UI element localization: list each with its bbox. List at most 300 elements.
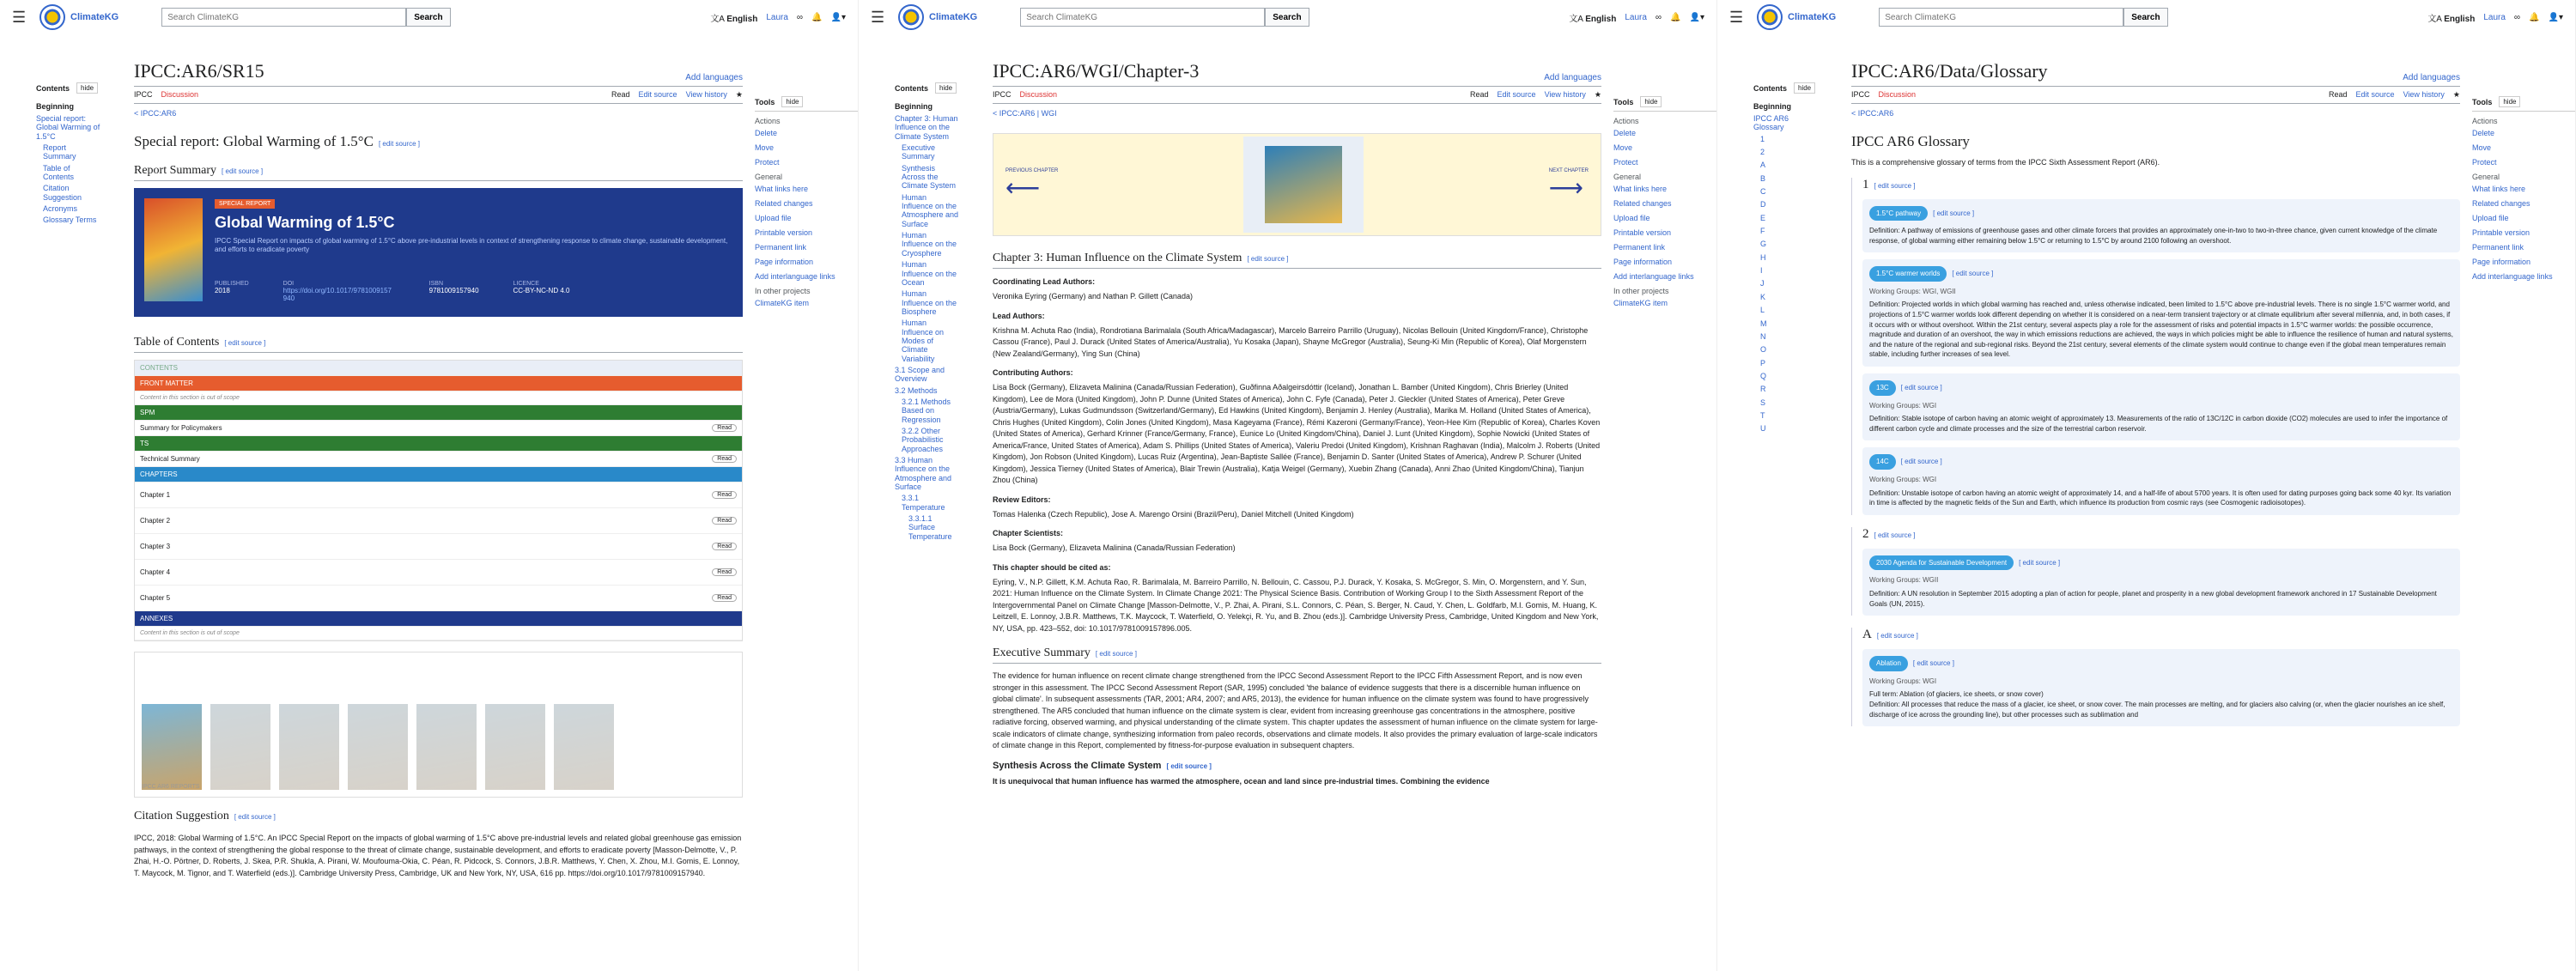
breadcrumb[interactable]: < IPCC:AR6 | WGI <box>993 109 1057 118</box>
executive-summary-text: The evidence for human influence on recent climate change strengthened from the IPCC Second Assessment Report to the IPCC Fifth Assessment Report, and is now even stronger in this assessment. The IPCC Second Assessment Report (SAR, 1995) concluded 'the balance of evidence suggests that there is a discernible human influence on global climate'. In subsequent assessments (TAR, 2001; AR4, 2007; and AR5, 2013), the evidence for human influence on the climate system was found to have progressively strengthened. The AR5 concluded that human influence on the climate system is clear, evident from increasing greenhouse gas concentrations in the atmosphere, positive radiative forcing, observed warming, and physical understanding of the climate system. This chapter updates the assessment of human influence on the climate system for large-scale indicators of climate change, synthesizing information from paleo records, observations and climate models. It also provides the primary evaluation of large-scale indicators of climate change in this Report, complemented by fitness-for-purpose evaluation in subsequent chapters. <box>993 671 1598 749</box>
tab-read[interactable]: Read <box>1470 90 1489 99</box>
meta-doi-link[interactable]: https://doi.org/10.1017/9781009157940 <box>283 286 392 302</box>
report-cover[interactable] <box>416 704 477 790</box>
edit-source-link[interactable]: [ edit source ] <box>1900 384 1942 392</box>
chapter-heading: Chapter 3: Human Influence on the Climate System <box>993 252 1242 264</box>
toc-hide-button[interactable]: hide <box>935 82 957 94</box>
toc-letter[interactable]: N <box>1760 331 1766 341</box>
toc-letter[interactable]: D <box>1760 200 1766 209</box>
citation-text: IPCC, 2018: Global Warming of 1.5°C. An IPCC Special Report on the impacts of global warming of 1.5°C above pre-industrial levels and related global greenhouse gas emission pathways, in the context of strengthening the global response to the threat of climate change, sustainable development, and efforts to eradicate poverty [Masson-Delmotte, V., P. Zhai, H.-O. Pörtner, D. Roberts, J. Skea, P.R. Shukla, A. Pirani, W. Moufouma-Okia, C. Péan, R. Pidcock, S. Connors, J.B.R. Matthews, Y. Chen, X. Zhou, M.I. Gomis, E. Lonnoy, T. Maycock, M. Tignor, and T. Waterfield (eds.)]. Cambridge University Press, Cambridge, UK and New York, NY, USA, 616 pp. https://doi.org/10.1017/9781009157940. <box>134 834 742 877</box>
toc-title: Contents <box>1753 83 1787 93</box>
section-number: 2 <box>1862 526 1869 541</box>
la-label: Lead Authors: <box>993 311 1045 320</box>
meta-label: ISBN <box>428 280 444 287</box>
tool-link[interactable]: Upload file <box>1613 214 1650 222</box>
re-label: Review Editors: <box>993 495 1051 504</box>
tool-link[interactable]: Upload file <box>2472 214 2509 222</box>
sidebar-toc <box>859 39 960 796</box>
toc-letter[interactable]: C <box>1760 187 1766 197</box>
toc-letter[interactable]: T <box>1760 410 1765 420</box>
toc-letters <box>1753 135 1819 434</box>
edit-source-link[interactable]: [ edit source ] <box>222 167 264 175</box>
tool-move[interactable]: Move <box>755 143 775 152</box>
read-button[interactable]: Read <box>712 455 737 463</box>
tab-discussion[interactable]: Discussion <box>1019 90 1058 99</box>
toc-letter[interactable]: K <box>1760 292 1766 301</box>
main-content <box>101 39 755 888</box>
tool-link[interactable]: Permanent link <box>2472 243 2524 252</box>
language-label: English <box>1585 14 1617 24</box>
cla-label: Coordinating Lead Authors: <box>993 277 1096 286</box>
edit-source-link[interactable]: [ edit source ] <box>1876 632 1918 640</box>
cs-label: Chapter Scientists: <box>993 529 1064 537</box>
page-title: IPCC:AR6/Data/Glossary <box>1851 60 2048 82</box>
toc-row <box>135 452 742 467</box>
bell-icon[interactable]: 🔔 <box>1670 12 1681 22</box>
tab-view-history[interactable]: View history <box>685 90 727 99</box>
toc-letter[interactable]: I <box>1760 266 1763 276</box>
toc-item[interactable]: Chapter 3: Human Influence on the Climate System <box>895 114 958 141</box>
glossary-entry <box>1862 549 2460 616</box>
site-name[interactable]: ClimateKG <box>929 12 978 22</box>
glossary-section <box>1851 628 2460 726</box>
menu-icon[interactable]: ☰ <box>871 8 885 26</box>
toc-letter[interactable]: R <box>1760 385 1766 394</box>
tool-protect[interactable]: Protect <box>755 158 780 167</box>
toc-row-label: Technical Summary <box>140 455 200 463</box>
term-definition: Definition: Unstable isotope of carbon having an atomic weight of approximately 14, and a half-life of about 5700 years. It is often used for dating purposes going back some 40 kyr. Its variation in time is affected by the magnetic fields of the Sun and Earth, which influence its production from cosmic rays (see Cosmogenic radioisotopes). <box>1869 489 2451 507</box>
climatekg-logo[interactable] <box>1757 4 1783 30</box>
toc-item[interactable]: 3.2 Methods <box>895 385 938 395</box>
report-cover[interactable] <box>142 704 202 790</box>
tab-ipcc[interactable]: IPCC <box>134 90 153 99</box>
toc-beginning[interactable]: Beginning <box>1753 102 1791 111</box>
executive-summary-heading: Executive Summary <box>993 646 1091 659</box>
search-button[interactable]: Search <box>1265 8 1309 27</box>
tab-ipcc[interactable]: IPCC <box>1851 90 1870 99</box>
toc-item[interactable]: Executive Summary <box>902 143 936 161</box>
tool-delete[interactable]: Delete <box>755 129 778 137</box>
toc-row-label: Chapter 1 <box>140 491 171 499</box>
toc-title: Contents <box>895 83 928 93</box>
tool-link[interactable]: Permanent link <box>755 243 807 252</box>
toc-item[interactable]: Glossary Terms <box>43 215 97 225</box>
search-input[interactable] <box>1020 8 1265 27</box>
read-button[interactable]: Read <box>712 491 737 499</box>
user-link[interactable]: Laura <box>2483 12 2506 22</box>
term-pill[interactable]: 13C <box>1869 380 1896 396</box>
toc-letter[interactable]: F <box>1760 227 1765 236</box>
tool-link[interactable]: Related changes <box>755 199 813 208</box>
star-icon[interactable]: ★ <box>1594 90 1601 99</box>
read-button[interactable]: Read <box>712 517 737 525</box>
tools-group-label: Actions <box>1613 117 1639 125</box>
term-pill[interactable]: Ablation <box>1869 656 1908 671</box>
glossary-entry <box>1862 199 2460 253</box>
chapter-cover <box>1243 137 1364 233</box>
user-menu-icon[interactable]: 👤▾ <box>830 12 846 22</box>
menu-icon[interactable]: ☰ <box>1729 8 1744 26</box>
edit-source-link[interactable]: [ edit source ] <box>378 140 420 148</box>
tools-group-label: Actions <box>2472 117 2498 125</box>
toc-letter[interactable]: M <box>1760 319 1767 328</box>
tab-discussion[interactable]: Discussion <box>1878 90 1917 99</box>
report-cover[interactable] <box>348 704 408 790</box>
add-languages-button[interactable]: Add languages <box>2403 73 2460 82</box>
language-button[interactable] <box>1569 11 1616 24</box>
tab-edit-source[interactable]: Edit source <box>638 90 677 99</box>
toc-row <box>135 508 742 534</box>
ar6-reports-carousel <box>134 652 743 798</box>
edit-source-link[interactable]: [ edit source ] <box>1933 209 1975 217</box>
search-box <box>1879 8 2167 27</box>
climatekg-logo[interactable] <box>898 4 924 30</box>
working-groups: Working Groups: WGI <box>1869 677 1937 685</box>
bell-icon[interactable]: 🔔 <box>811 12 823 22</box>
toc-item[interactable]: Human Influence on the Biosphere <box>902 289 957 316</box>
glossary-entry <box>1862 649 2460 726</box>
toc-item[interactable]: 3.2.1 Methods Based on Regression <box>902 397 951 424</box>
tool-link[interactable]: Add interlanguage links <box>1613 272 1694 281</box>
report-toc-box <box>134 360 743 641</box>
arrow-right-icon: ⟶ <box>1548 173 1583 201</box>
toc-item[interactable]: Human Influence on Modes of Climate Variability <box>902 319 945 363</box>
edit-source-link[interactable]: [ edit source ] <box>1952 270 1994 278</box>
glossary-intro: This is a comprehensive glossary of terms from the IPCC Sixth Assessment Report (AR6). <box>1851 158 2160 167</box>
add-languages-button[interactable]: Add languages <box>1544 73 1601 82</box>
tab-discussion[interactable]: Discussion <box>161 90 199 99</box>
tool-link[interactable]: Upload file <box>755 214 792 222</box>
toc-item[interactable]: 3.3.1.1 Surface Temperature <box>908 514 952 541</box>
toc-group-header: CONTENTS <box>135 361 742 376</box>
working-groups: Working Groups: WGI, WGII <box>1869 287 1956 295</box>
toc-group-header: FRONT MATTER <box>135 376 742 391</box>
toc-group-header: TS <box>135 436 742 452</box>
tool-link[interactable]: Printable version <box>755 228 813 237</box>
user-link[interactable]: Laura <box>1625 12 1647 22</box>
report-tag: SPECIAL REPORT <box>215 199 275 209</box>
climatekg-logo[interactable] <box>39 4 65 30</box>
synthesis-text: It is unequivocal that human influence has warmed the atmosphere, ocean and land since pre-industrial times. Combining the evidence <box>993 776 1490 786</box>
term-full: Full term: Ablation (of glaciers, ice sheets, or snow cover) <box>1869 690 2044 699</box>
section-heading: Special report: Global Warming of 1.5°C <box>134 133 374 149</box>
watchlist-icon[interactable]: ∞ <box>796 12 804 22</box>
toc-note: Content in this section is out of scope <box>135 391 742 405</box>
meta-label: DOI <box>283 280 295 287</box>
tools-panel <box>755 39 858 888</box>
toc-letter[interactable]: Q <box>1760 371 1767 380</box>
star-icon[interactable]: ★ <box>2452 90 2460 99</box>
personal-tools <box>1569 11 1704 24</box>
search-input[interactable] <box>1879 8 2123 27</box>
synthesis-heading: Synthesis Across the Climate System <box>993 760 1162 771</box>
main-content <box>1819 39 2472 738</box>
tab-view-history[interactable]: View history <box>1544 90 1586 99</box>
toc-row-label: Chapter 5 <box>140 594 171 602</box>
tool-link[interactable]: Permanent link <box>1613 243 1666 252</box>
glossary-entry <box>1862 447 2460 514</box>
cs-text: Lisa Bock (Germany), Elizaveta Malinina (Canada/Russian Federation) <box>993 543 1236 552</box>
toc-letter[interactable]: G <box>1760 240 1767 249</box>
tool-delete[interactable]: Delete <box>2472 129 2495 137</box>
term-pill[interactable]: 14C <box>1869 454 1896 470</box>
top-header <box>0 0 858 34</box>
toc-beginning[interactable]: Beginning <box>895 102 933 111</box>
user-link[interactable]: Laura <box>766 12 788 22</box>
toc-letter[interactable]: O <box>1760 345 1767 355</box>
tools-panel <box>1613 39 1716 796</box>
tool-link[interactable]: Add interlanguage links <box>2472 272 2553 281</box>
tab-edit-source[interactable]: Edit source <box>1497 90 1536 99</box>
tools-title: Tools <box>2472 97 2493 106</box>
watchlist-icon[interactable]: ∞ <box>1655 12 1662 22</box>
tools-group-label: General <box>2472 173 2500 181</box>
edit-source-link[interactable]: [ edit source ] <box>1874 181 1916 190</box>
site-name[interactable]: ClimateKG <box>1788 12 1837 22</box>
tool-link[interactable]: Page information <box>2472 258 2531 266</box>
page-title: IPCC:AR6/WGI/Chapter-3 <box>993 60 1200 82</box>
add-languages-button[interactable]: Add languages <box>685 73 743 82</box>
tool-move[interactable]: Move <box>1613 143 1633 152</box>
edit-source-link[interactable]: [ edit source ] <box>1247 255 1289 263</box>
toc-letter[interactable]: U <box>1760 424 1766 434</box>
translate-icon: 文A <box>2427 14 2442 24</box>
reports-title: IPCC AR6 REPORTS <box>142 784 200 790</box>
tab-ipcc[interactable]: IPCC <box>993 90 1012 99</box>
personal-tools <box>710 11 846 24</box>
search-box <box>1020 8 1309 27</box>
edit-source-link[interactable]: [ edit source ] <box>1874 531 1916 539</box>
search-box <box>161 8 450 27</box>
toc-beginning[interactable]: Beginning <box>36 102 74 111</box>
tab-view-history[interactable]: View history <box>2403 90 2445 99</box>
ca-label: Contributing Authors: <box>993 368 1073 377</box>
toc-item[interactable]: 3.3 Human Influence on the Atmosphere and Surface <box>895 456 952 492</box>
meta-label: PUBLISHED <box>214 280 249 287</box>
glossary-heading: IPCC AR6 Glossary <box>1851 133 1970 149</box>
tool-delete[interactable]: Delete <box>1613 129 1637 137</box>
language-label: English <box>2444 14 2476 24</box>
toc-row-label: Chapter 2 <box>140 517 171 525</box>
tool-protect[interactable]: Protect <box>2472 158 2497 167</box>
read-button[interactable]: Read <box>712 594 737 602</box>
term-definition: Definition: Projected worlds in which global warming has reached and, unless otherwise indicated, been limited to 1.5°C above pre-industrial levels. There is no single 1.5°C warmer world, and projections of 1.5°C warmer worlds look different depending on whether it is considered on a near-term transient trajectory or at climate equilibrium after several millennia, and, in both cases, if it occurs with or without overshoot. Within the 21st century, several aspects play a role for the assessment of risks and potential impacts in 1.5°C warmer worlds: the possible occurrence, magnitude and duration of an overshoot, the way in which emissions reductions are achieved, the ways in which policies might be able to influence the resilience of human and natural systems, and the nature of the regional and sub-regional risks. Beyond the 21st century, several elements of the climate system would continue to change even if the global mean temperatures remain stable, including further increases of sea level. <box>1869 300 2453 359</box>
tools-group-label: General <box>1613 173 1642 181</box>
tool-move[interactable]: Move <box>2472 143 2492 152</box>
search-input[interactable] <box>161 8 406 27</box>
glossary-section <box>1851 178 2460 515</box>
toc-letter[interactable]: E <box>1760 213 1766 222</box>
toc-group-header: SPM <box>135 405 742 421</box>
toc-letter[interactable]: J <box>1760 279 1765 288</box>
star-icon[interactable]: ★ <box>735 90 743 99</box>
section-number: A <box>1862 628 1872 642</box>
toc-item[interactable]: 3.2.2 Other Probabilistic Approaches <box>902 427 944 453</box>
toc-item[interactable]: 3.3.1 Temperature <box>902 494 945 512</box>
menu-icon[interactable]: ☰ <box>12 8 27 26</box>
tool-link[interactable]: Related changes <box>1613 199 1672 208</box>
re-text: Tomas Halenka (Czech Republic), Jose A. Marengo Orsini (Brazil/Peru), Daniel Mitchell (United Kingdom) <box>993 509 1354 519</box>
next-chapter-button[interactable] <box>1549 168 1589 202</box>
report-banner <box>134 188 743 317</box>
toc-item[interactable]: Citation Suggestion <box>43 184 82 202</box>
language-label: English <box>726 14 758 24</box>
tool-link[interactable]: Page information <box>1613 258 1673 266</box>
toc-letter[interactable]: 1 <box>1760 134 1765 143</box>
toc-letter[interactable]: 2 <box>1760 148 1765 157</box>
toc-letter[interactable]: A <box>1760 161 1766 170</box>
read-button[interactable]: Read <box>712 543 737 550</box>
toc-item[interactable]: IPCC AR6 Glossary <box>1753 114 1789 132</box>
window-glossary <box>1717 0 2576 971</box>
tool-link[interactable]: Add interlanguage links <box>755 272 835 281</box>
toc-letter[interactable]: P <box>1760 358 1766 367</box>
tools-hide-button[interactable]: hide <box>2499 96 2520 107</box>
toc-group-header: ANNEXES <box>135 611 742 627</box>
term-pill[interactable]: 1.5°C pathway <box>1869 206 1928 222</box>
glossary-section <box>1851 527 2460 616</box>
tool-link[interactable]: ClimateKG item <box>755 299 810 307</box>
tool-link[interactable]: What links here <box>1613 185 1668 193</box>
citation-heading: Citation Suggestion <box>134 810 229 822</box>
sidebar-toc <box>1717 39 1819 738</box>
toc-item[interactable]: Synthesis Across the Climate System <box>902 163 957 191</box>
toc-note: Content in this section is out of scope <box>135 627 742 640</box>
tool-link[interactable]: Page information <box>755 258 814 266</box>
report-cover[interactable] <box>554 704 614 790</box>
main-content <box>960 39 1613 796</box>
toc-letter[interactable]: B <box>1760 173 1766 183</box>
window-sr15 <box>0 0 859 971</box>
term-definition: Definition: Stable isotope of carbon having an atomic weight of approximately 13. Measurements of the ratio of 13C/12C in carbon dioxide (CO2) molecules are used to infer the importance of different carbon cycle and climate processes and the size of the terrestrial carbon reservoir. <box>1869 415 2448 433</box>
watchlist-icon[interactable]: ∞ <box>2513 12 2521 22</box>
user-menu-icon[interactable]: 👤▾ <box>1689 12 1704 22</box>
report-summary-heading: Report Summary <box>134 164 217 177</box>
report-subtitle: IPCC Special Report on impacts of global warming of 1.5°C above pre-industrial levels in context of strengthening response to climate change, sustainable development, and efforts to eradicate poverty <box>214 237 728 254</box>
language-button[interactable] <box>710 11 757 24</box>
page-title: IPCC:AR6/SR15 <box>134 60 264 82</box>
tab-edit-source[interactable]: Edit source <box>2355 90 2395 99</box>
toc-letter[interactable]: L <box>1760 306 1765 315</box>
edit-source-link[interactable]: [ edit source ] <box>1095 650 1137 658</box>
toc-heading: Table of Contents <box>134 336 220 349</box>
toc-row <box>135 586 742 611</box>
tools-title: Tools <box>1613 97 1634 106</box>
tools-title: Tools <box>755 97 775 106</box>
tools-panel <box>2472 39 2575 738</box>
meta-isbn: 9781009157940 <box>428 286 479 294</box>
edit-source-link[interactable]: [ edit source ] <box>224 339 266 347</box>
user-menu-icon[interactable]: 👤▾ <box>2548 12 2563 22</box>
ca-text: Lisa Bock (Germany), Elizaveta Malinina (Canada/Russian Federation), Guðfinna Aðalgeirsdóttir (Iceland), Jonathan L. Bamber (United Kingdom), Chris Brierley (United Kingdom), Lee de Mora (United Kingdom), John P. Dunne (United States of America), John C. Fyfe (Canada), Peter J. Gleckler (United States of America), Peter Greve (Austria/Germany), Lukas Gudmundsson (Switzerland/Germany), Ed Hawkins (United Kingdom), Benjamin J. Henley (Australia), Marika M. Holland (United States of America), Chris Hughes (United Kingdom), Colin Jones (United Kingdom), Masa Kageyama (France), Rémi Kazeroni (Germany/France), Yeon-Hee Kim (Republic of Korea), Charles Koven (United States of America), Gerhard Krinner (France/Germany, France), Eunice Lo (United Kingdom/China), Daniel J. Lunt (United Kingdom), Sophie Nowicki (United States of America/France, United States of America), Adam S. Phillips (United States of America), Valeriu Predoi (United Kingdom), Krishnan Raghavan (India), Malcolm J. Roberts (United Kingdom), Jon Robson (United Kingdom), Lucas Ruiz (Argentina), Jean-Baptiste Sallée (France), Benjamin D. Santer (United States of America), Andrew P. Schurer (United Kingdom), Jessica Tierney (United States of America), Blair Trewin (Australia), Katja Weigel (Germany), Xuebin Zhang (Canada), Anni Zhao (United Kingdom/China), Tianjun Zhou (China) <box>993 383 1601 484</box>
edit-source-link[interactable]: [ edit source ] <box>2019 558 2061 567</box>
cite-label: This chapter should be cited as: <box>993 562 1111 572</box>
breadcrumb[interactable]: < IPCC:AR6 <box>134 109 177 118</box>
tool-link[interactable]: What links here <box>755 185 809 193</box>
tool-link[interactable]: Related changes <box>2472 199 2530 208</box>
toc-row <box>135 482 742 508</box>
previous-chapter-button[interactable] <box>1005 168 1058 202</box>
cite-text: Eyring, V., N.P. Gillett, K.M. Achuta Rao, R. Barimalala, M. Barreiro Parrillo, N. Bellouin, C. Cassou, P.J. Durack, Y. Kosaka, S. McGregor, S. Min, O. Morgenstern, and Y. Sun, 2021: Human Influence on the Climate System. In Climate Change 2021: The Physical Science Basis. Contribution of Working Group I to the Sixth Assessment Report of the Intergovernmental Panel on Climate Change [Masson-Delmotte, V., P. Zhai, A. Pirani, S.L. Connors, C. Péan, S. Berger, N. Caud, Y. Chen, L. Goldfarb, M.I. Gomis, M. Huang, K. Leitzell, E. Lonnoy, J.B.R. Matthews, T.K. Maycock, T. Waterfield, O. Yelekçi, R. Yu, and B. Zhou (eds.)]. Cambridge University Press, Cambridge, United Kingdom and New York, NY, USA, pp. 423–552, doi: 10.1017/9781009157896.005. <box>993 577 1599 633</box>
toc-row <box>135 560 742 586</box>
tab-read[interactable]: Read <box>611 90 630 99</box>
bell-icon[interactable]: 🔔 <box>2529 12 2540 22</box>
toc-letter[interactable]: S <box>1760 398 1766 407</box>
toc-item[interactable]: Human Influence on the Cryosphere <box>902 231 957 258</box>
tool-protect[interactable]: Protect <box>1613 158 1638 167</box>
toc-item[interactable]: Human Influence on the Ocean <box>902 260 957 287</box>
working-groups: Working Groups: WGII <box>1869 576 1939 585</box>
glossary-entry <box>1862 373 2460 440</box>
tool-link[interactable]: What links here <box>2472 185 2526 193</box>
search-button[interactable]: Search <box>2123 8 2167 27</box>
edit-source-link[interactable]: [ edit source ] <box>1166 762 1212 770</box>
edit-source-link[interactable]: [ edit source ] <box>1912 659 1954 668</box>
read-button[interactable]: Read <box>712 568 737 576</box>
tools-group-label: In other projects <box>755 287 811 295</box>
working-groups: Working Groups: WGI <box>1869 401 1937 410</box>
section-number: 1 <box>1862 177 1869 191</box>
toc-item[interactable]: Table of Contents <box>43 163 75 182</box>
report-cover-image <box>144 198 203 301</box>
toc-group-header: CHAPTERS <box>135 467 742 482</box>
top-header <box>1717 0 2575 34</box>
top-header <box>859 0 1716 34</box>
tool-link[interactable]: Printable version <box>1613 228 1672 237</box>
breadcrumb[interactable]: < IPCC:AR6 <box>1851 109 1894 118</box>
chapter-navigation <box>993 133 1601 236</box>
tab-read[interactable]: Read <box>2329 90 2348 99</box>
report-cover[interactable] <box>485 704 545 790</box>
tools-group-label: General <box>755 173 783 181</box>
report-cover[interactable] <box>210 704 270 790</box>
toc-letter[interactable]: H <box>1760 252 1766 262</box>
toc-item[interactable]: Acronyms <box>43 204 78 214</box>
term-definition: Definition: A pathway of emissions of greenhouse gases and other climate forcers that provides an approximately one-in-two to two-in-three chance, given current knowledge of the climate response, of global warming either remaining below 1.5°C or returning to 1.5°C by around 2100 following an overshoot. <box>1869 227 2438 245</box>
toc-hide-button[interactable]: hide <box>76 82 98 94</box>
edit-source-link[interactable]: [ edit source ] <box>234 813 276 821</box>
tools-group-label: Actions <box>755 117 781 125</box>
read-button[interactable]: Read <box>712 424 737 432</box>
term-pill[interactable]: 2030 Agenda for Sustainable Development <box>1869 555 2014 571</box>
report-cover[interactable] <box>279 704 339 790</box>
working-groups: Working Groups: WGI <box>1869 476 1937 483</box>
toc-hide-button[interactable]: hide <box>1794 82 1815 94</box>
toc-row-label: Chapter 4 <box>140 568 171 576</box>
tools-hide-button[interactable]: hide <box>1640 96 1662 107</box>
site-name[interactable]: ClimateKG <box>70 12 119 22</box>
language-button[interactable] <box>2427 11 2475 24</box>
personal-tools <box>2427 11 2563 24</box>
toc-item[interactable]: 3.1 Scope and Overview <box>895 365 945 384</box>
tools-hide-button[interactable]: hide <box>781 96 803 107</box>
edit-source-link[interactable]: [ edit source ] <box>1900 458 1942 466</box>
toc-item[interactable]: Special report: Global Warming of 1.5°C <box>36 114 100 141</box>
toc-row-label: Chapter 3 <box>140 543 171 550</box>
term-pill[interactable]: 1.5°C warmer worlds <box>1869 266 1947 282</box>
search-button[interactable]: Search <box>406 8 450 27</box>
toc-item[interactable]: Report Summary <box>43 143 76 161</box>
glossary-entry <box>1862 259 2460 367</box>
toc-row <box>135 421 742 436</box>
arrow-left-icon: ⟵ <box>1005 173 1041 201</box>
toc-title: Contents <box>36 83 70 93</box>
la-text: Krishna M. Achuta Rao (India), Rondrotiana Barimalala (South Africa/Madagascar), Marcelo Barreiro Parrillo (Uruguay), Nicolas Bellouin (United Kingdom/France), Christophe Cassou (France), Paul J. Durack (United States of America/Australia), Yu Kosaka (Japan), Shayne McGregor (Australia), Seung-Ki Min (Republic of Korea), Olaf Morgenstern (New Zealand/Germany), Ying Sun (China) <box>993 325 1589 358</box>
tool-link[interactable]: ClimateKG item <box>1613 299 1668 307</box>
meta-label: LICENCE <box>513 280 539 287</box>
tool-link[interactable]: Printable version <box>2472 228 2530 237</box>
toc-item[interactable]: Human Influence on the Atmosphere and Surface <box>902 192 959 228</box>
